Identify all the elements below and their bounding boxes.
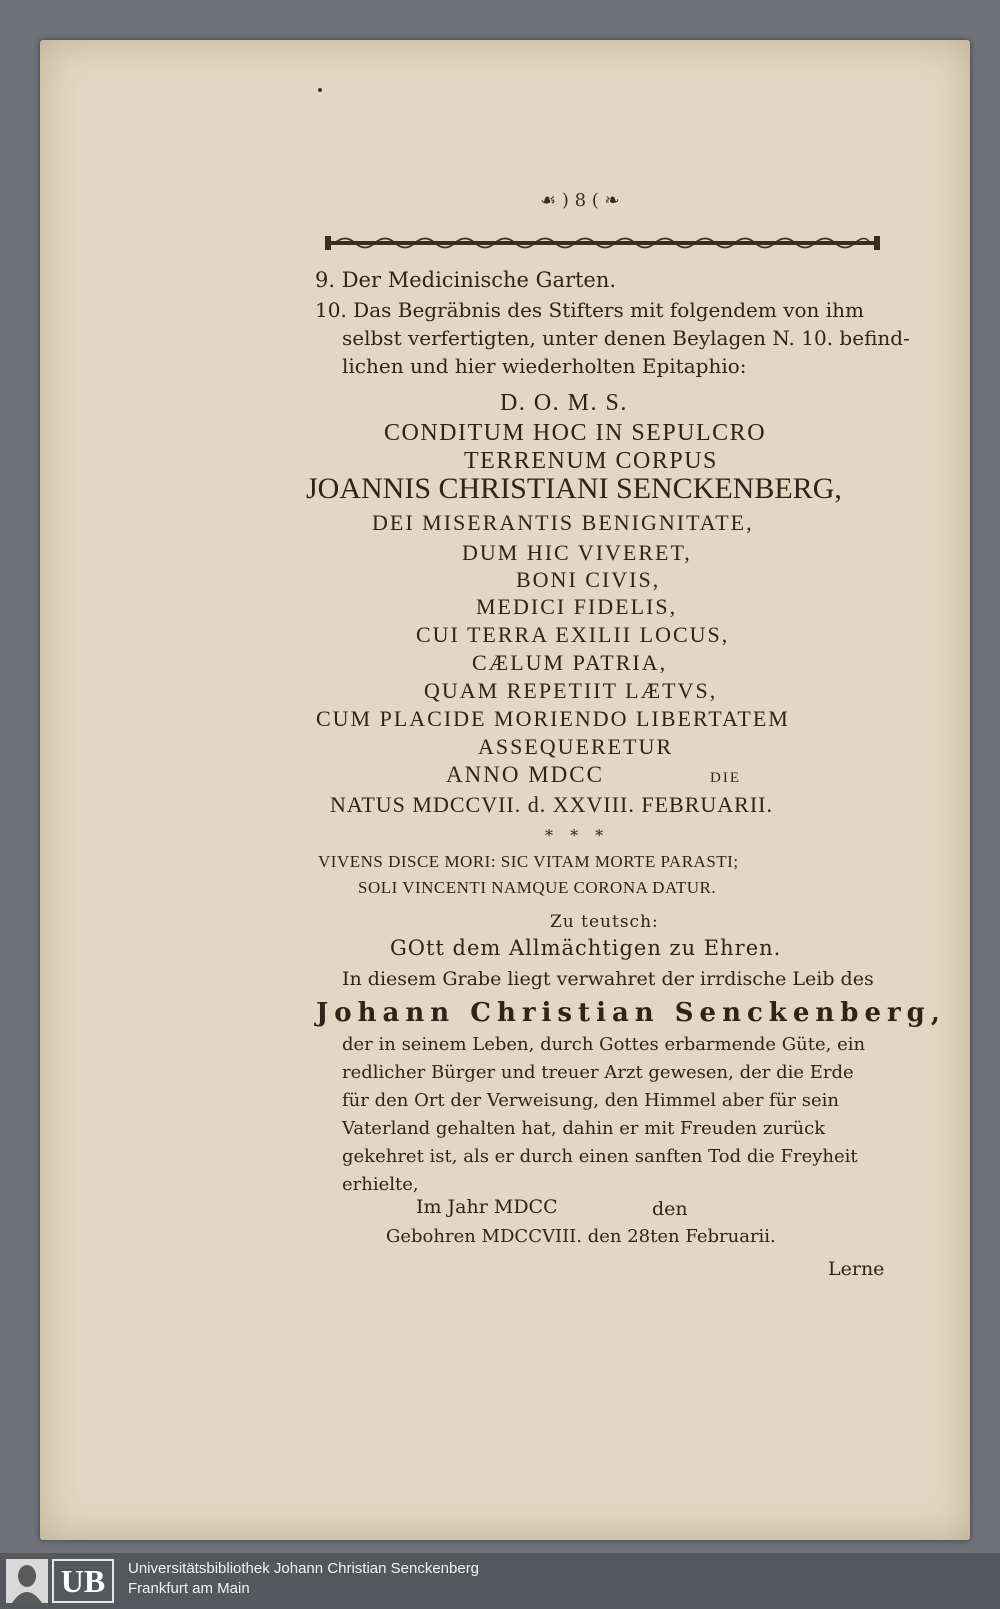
epitaph-line-14: ANNO MDCC bbox=[446, 762, 604, 787]
catchword: Lerne bbox=[828, 1258, 885, 1280]
german-line-11: Gebohren MDCCVIII. den 28ten Februarii. bbox=[386, 1226, 776, 1247]
german-line-10: Im Jahr MDCC bbox=[416, 1196, 558, 1218]
epitaph-line-6: DUM HIC VIVERET, bbox=[462, 540, 692, 565]
book-page bbox=[40, 40, 970, 1540]
asterism: * * * bbox=[545, 826, 610, 845]
german-name: Johann Christian Senckenberg, bbox=[316, 998, 946, 1028]
german-den: den bbox=[652, 1198, 688, 1220]
epitaph-line-8: MEDICI FIDELIS, bbox=[476, 594, 678, 619]
german-line-5: redlicher Bürger und treuer Arzt gewesen, der die Erde bbox=[342, 1062, 854, 1083]
german-line-8: gekehret ist, als er durch einen sanften Tod die Freyheit bbox=[342, 1146, 858, 1167]
item-10-line2: selbst verfertigten, unter denen Beylagen N. 10. befind- bbox=[342, 326, 910, 350]
german-line-1: GOtt dem Allmächtigen zu Ehren. bbox=[390, 936, 782, 960]
epitaph-line-11: QUAM REPETIIT LÆTVS, bbox=[424, 678, 718, 703]
german-line-9: erhielte, bbox=[342, 1174, 419, 1195]
epitaph-line-15: NATUS MDCCVII. d. XXVIII. FEBRUARII. bbox=[330, 792, 773, 817]
epitaph-line-13: ASSEQUERETUR bbox=[478, 734, 674, 759]
epitaph-line-5: DEI MISERANTIS BENIGNITATE, bbox=[372, 510, 754, 535]
epitaph-line-7: BONI CIVIS, bbox=[516, 567, 661, 592]
footer-line-2: Frankfurt am Main bbox=[128, 1580, 250, 1597]
epitaph-line-9: CUI TERRA EXILII LOCUS, bbox=[416, 622, 730, 647]
epitaph-line-3: TERRENUM CORPUS bbox=[464, 448, 718, 474]
ornament-border bbox=[325, 234, 880, 252]
german-line-6: für den Ort der Verweisung, den Himmel aber für sein bbox=[342, 1090, 839, 1111]
epitaph-line-10: CÆLUM PATRIA, bbox=[472, 650, 668, 675]
ink-speck bbox=[318, 88, 322, 92]
footer-line-1: Universitätsbibliothek Johann Christian Senckenberg bbox=[128, 1560, 480, 1577]
german-line-7: Vaterland gehalten hat, dahin er mit Freuden zurück bbox=[342, 1118, 826, 1139]
epitaph-line-12: CUM PLACIDE MORIENDO LIBERTATEM bbox=[316, 706, 790, 731]
epitaph-name: JOANNIS CHRISTIANI SENCKENBERG, bbox=[306, 472, 842, 505]
verse-line-2: SOLI VINCENTI NAMQUE CORONA DATUR. bbox=[358, 878, 717, 897]
epitaph-die: DIE bbox=[710, 770, 741, 786]
epitaph-line-2: CONDITUM HOC IN SEPULCRO bbox=[384, 420, 767, 446]
verse-line-1: VIVENS DISCE MORI: SIC VITAM MORTE PARASTI; bbox=[318, 852, 739, 871]
item-10-line3: lichen und hier wiederholten Epitaphio: bbox=[342, 354, 747, 378]
item-9: 9. Der Medicinische Garten. bbox=[315, 268, 617, 292]
german-heading: Zu teutsch: bbox=[550, 912, 659, 932]
page-number: ☙ ) 8 ( ❧ bbox=[540, 190, 620, 211]
item-10-line1: 10. Das Begräbnis des Stifters mit folgendem von ihm bbox=[315, 298, 865, 322]
epitaph-line-1: D. O. M. S. bbox=[500, 390, 628, 416]
ub-logo: UB bbox=[52, 1559, 114, 1603]
german-line-2: In diesem Grabe liegt verwahret der irrdische Leib des bbox=[342, 968, 874, 990]
portrait-logo-icon bbox=[6, 1559, 48, 1603]
german-line-4: der in seinem Leben, durch Gottes erbarmende Güte, ein bbox=[342, 1034, 866, 1055]
